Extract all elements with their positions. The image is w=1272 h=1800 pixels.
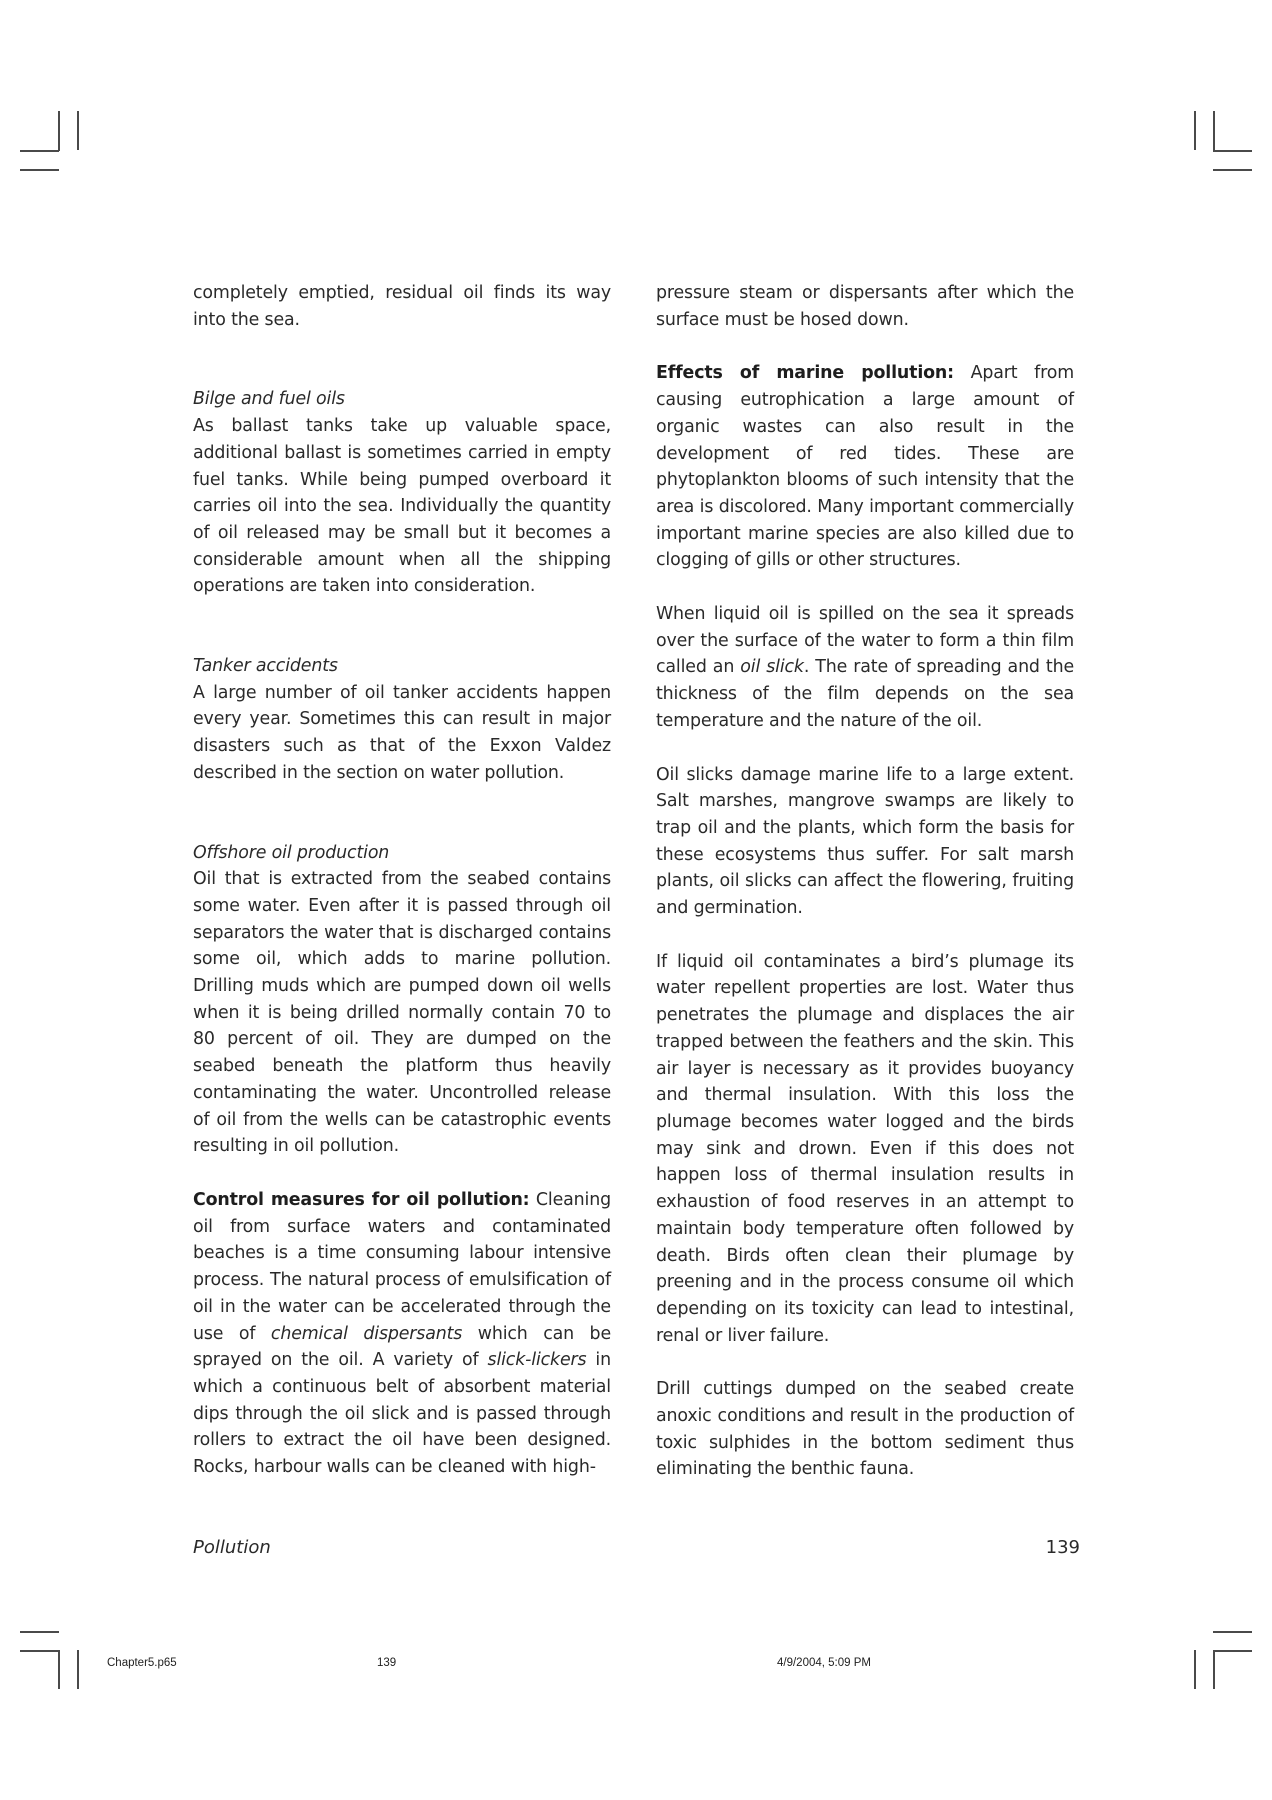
term-oil-slick: oil slick [740, 657, 804, 678]
crop-mark [58, 111, 60, 151]
paragraph-bilge: As ballast tanks take up valuable space, additional ballast is sometimes carried in empty fuel tanks. While being pumped overboard it carries oil into the sea. Individually the quantity of oil released may be small but it becomes a considerable amount when all the shipping operations are taken into consideration. [193, 416, 611, 597]
paragraph-drill-cuttings: Drill cuttings dumped on the seabed create anoxic conditions and result in the production of toxic sulphides in the bottom sediment thus eliminating the benthic fauna. [656, 1379, 1074, 1480]
slug-page: 139 [377, 1657, 397, 1669]
effects-text: Apart from causing eutrophication a large amount of organic wastes can also result in the development of red tides. These are phytoplankton blooms of such intensity that the area is discolored. Many important commercially important marine species are also killed due to clogging of gills or other structures. [656, 363, 1074, 571]
running-title: Pollution [193, 1537, 271, 1558]
crop-mark [1213, 169, 1252, 171]
control-text-2: which can be sprayed on the oil. A variety of [193, 1323, 611, 1371]
control-measures-heading: Control measures for oil pollution: [193, 1189, 530, 1210]
crop-mark [1213, 1631, 1252, 1633]
page-number: 139 [1045, 1537, 1080, 1558]
oil-slick-text-2: . The rate of spreading and the thickness of the film depends on the sea temperature and the nature of the oil. [656, 657, 1075, 731]
subheading-bilge: Bilge and fuel oils [193, 389, 345, 410]
crop-mark [20, 1631, 59, 1633]
crop-mark [1213, 111, 1215, 151]
crop-mark [1194, 1650, 1196, 1689]
crop-mark [20, 1650, 59, 1652]
crop-mark [58, 1650, 60, 1689]
paragraph-slick-damage: Oil slicks damage marine life to a large extent. Salt marshes, mangrove swamps are likely to trap oil and the plants, which form the basis for these ecosystems thus suffer. For salt marsh plants, oil slicks can affect the flowering, fruiting and germination. [656, 764, 1074, 919]
control-text-3: in which a continuous belt of absorbent material dips through the oil slick and is passed through rollers to extract the oil have been designed. Rocks, harbour walls can be cleaned with high- [193, 1350, 611, 1478]
paragraph-effects [656, 360, 1074, 574]
subheading-offshore: Offshore oil production [193, 842, 390, 863]
left-column [193, 280, 611, 1481]
slug-timestamp: 4/9/2004, 5:09 PM [777, 1657, 871, 1669]
crop-mark [1213, 150, 1252, 152]
subheading-tanker: Tanker accidents [193, 656, 338, 677]
opening-paragraph: completely emptied, residual oil finds its way into the sea. [193, 283, 611, 330]
paragraph-oil-slick [656, 601, 1074, 735]
crop-mark [1213, 1650, 1252, 1652]
paragraph-control-measures [193, 1187, 611, 1481]
oil-slick-text-1: When liquid oil is spilled on the sea it spreads over the surface of the water to form a thin film called an [656, 604, 1074, 678]
term-chemical-dispersants: chemical dispersants [270, 1323, 463, 1344]
control-text-1: Cleaning oil from surface waters and contaminated beaches is a time consuming labour intensive process. The natural process of emulsification of oil in the water can be accelerated through the use of [193, 1189, 611, 1344]
term-slick-lickers: slick-lickers [487, 1350, 587, 1371]
crop-mark [1213, 1650, 1215, 1689]
crop-mark [1194, 111, 1196, 150]
crop-mark [20, 169, 59, 171]
paragraph-offshore: Oil that is extracted from the seabed contains some water. Even after it is passed through oil separators the water that is discharged contains some oil, which adds to marine pollution. Drilling muds which are pumped down oil wells when it is being drilled normally contain 70 to 80 percent of oil. They are dumped on the seabed beneath the platform thus heavily contaminating the water. Uncontrolled release of oil from the wells can be catastrophic events resulting in oil pollution. [193, 869, 611, 1157]
slug-file-name: Chapter5.p65 [107, 1657, 177, 1669]
paragraph-tanker: A large number of oil tanker accidents happen every year. Sometimes this can result in major disasters such as that of the Exxon Valdez described in the section on water pollution. [193, 682, 611, 783]
crop-mark [77, 111, 79, 150]
paragraph-birds: If liquid oil contaminates a bird’s plumage its water repellent properties are lost. Water thus penetrates the plumage and displaces the air trapped between the feathers and the skin. This air layer is necessary as it provides buoyancy and thermal insulation. With this loss the plumage becomes water logged and the birds may sink and drown. Even if this does not happen loss of thermal insulation results in exhaustion of food reserves in an attempt to maintain body temperature often followed by death. Birds often clean their plumage by preening and in the process consume oil which depending on its toxicity can lead to intestinal, renal or liver failure. [656, 951, 1074, 1346]
crop-mark [77, 1650, 79, 1689]
effects-heading: Effects of marine pollution: [656, 363, 954, 384]
right-column [656, 280, 1074, 1483]
crop-mark [20, 150, 59, 152]
continuation-paragraph: pressure steam or dispersants after which the surface must be hosed down. [656, 283, 1074, 330]
